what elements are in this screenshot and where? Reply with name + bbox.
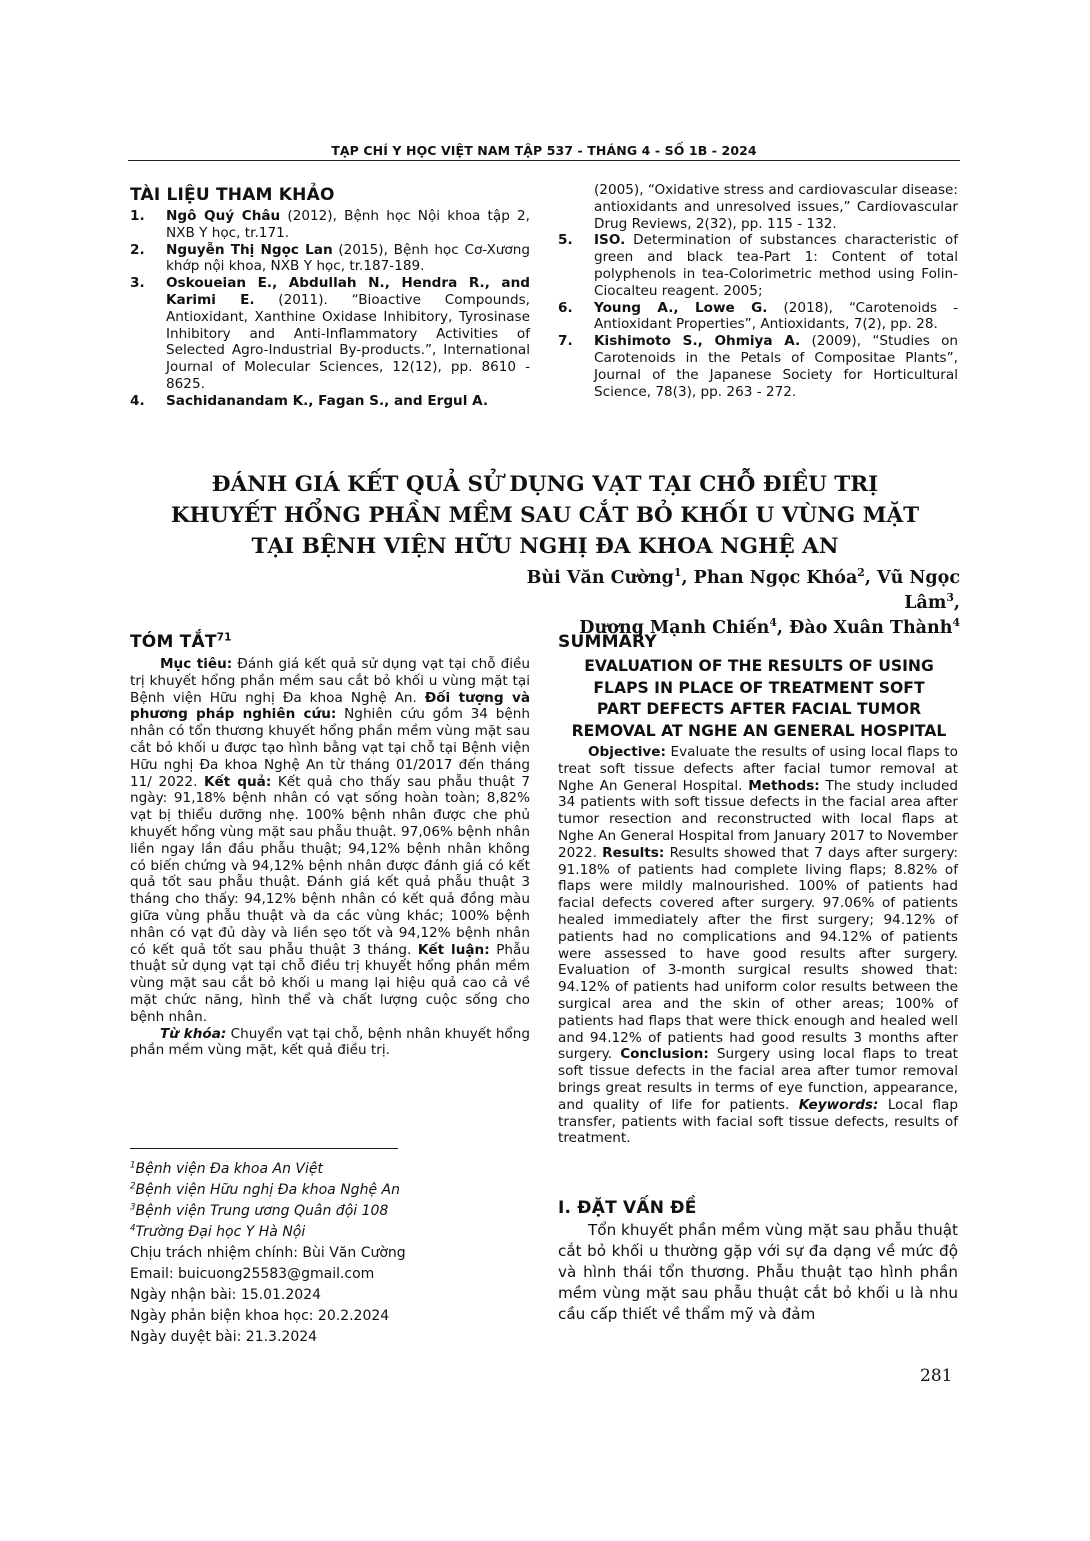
- reference-item: [130, 393, 530, 410]
- intro-paragraph: Tổn khuyết phần mềm vùng mặt sau phẫu thuật cắt bỏ khối u thường gặp với sự đa dạng về mức độ và hình thái tổn thương. Phẫu thuật tạo hình phần mềm vùng mặt sau phẫu thuật cắt bỏ khối u là nhu cầu cấp thiết về thẩm mỹ và đảm: [558, 1221, 958, 1323]
- author-name: Dương Mạnh Chiến: [579, 618, 770, 638]
- author-line: Dương Mạnh Chiến$^4$, Đào Xuân Thành$^4$: [579, 616, 960, 638]
- footnote-mark: 71: [216, 631, 232, 644]
- received-date: Ngày nhận bài: 15.01.2024: [130, 1287, 322, 1303]
- reference-text: (2018), “Carotenoids - Antioxidant Properties”, Antioxidants, 7(2), pp. 28.: [594, 299, 958, 333]
- conclusion-label: Kết luận:: [417, 941, 490, 958]
- reference-number: 2.: [130, 241, 145, 258]
- header-rule: [128, 160, 960, 161]
- reference-authors: Kishimoto S., Ohmiya A.: [594, 333, 801, 350]
- author-list: [470, 566, 960, 641]
- review-date: Ngày phản biện khoa học: 20.2.2024: [130, 1308, 390, 1324]
- intro-text: [558, 1220, 958, 1325]
- reference-authors: ISO.: [594, 232, 626, 249]
- affiliation: $^1$Bệnh viện Đa khoa An Việt: [130, 1160, 323, 1177]
- affiliation: $^4$Trường Đại học Y Hà Nội: [130, 1223, 306, 1240]
- tomtat-abstract: [130, 656, 530, 1059]
- objective-label: Objective:: [588, 744, 666, 760]
- reference-number: 7.: [558, 333, 573, 350]
- tomtat-heading: TÓM TẮT$^{71}$: [130, 631, 232, 652]
- author-name: Phan Ngọc Khóa: [693, 568, 858, 588]
- author-name: Bùi Văn Cường: [526, 568, 674, 588]
- reference-number: 6.: [558, 299, 573, 316]
- reference-text: (2011). “Bioactive Compounds, Antioxidant, Xanthine Oxidase Inhibitory, Tyrosinase Inhibitory and Anti-Inflammatory Activities of Selected Agro-Industrial By-products.”, International Journal of Molecular Sciences, 12(12), pp. 8610 - 8625.: [166, 291, 530, 392]
- article-title-line: KHUYẾT HỔNG PHẦN MỀM SAU CẮT BỎ KHỐI U VÙNG MẶT: [170, 503, 920, 528]
- author-name: Vũ Ngọc Lâm: [877, 568, 960, 613]
- author-affiliation-mark: 4: [952, 616, 960, 630]
- reference-number: 3.: [130, 275, 145, 292]
- summary-title-line: PART DEFECTS AFTER FACIAL TUMOR: [596, 700, 922, 718]
- affiliation: $^2$Bệnh viện Hữu nghị Đa khoa Nghệ An: [130, 1181, 400, 1198]
- reference-authors: Sachidanandam K., Fagan S., and Ergul A.: [166, 392, 489, 409]
- reference-text: Determination of substances characteristic of green and black tea-Part 1: Content of total polyphenols in tea-Colorimetric method using Folin-Ciocalteu reagent. 2005;: [594, 232, 958, 299]
- reference-text: (2009), “Studies on Carotenoids in the Petals of Compositae Plants”, Journal of the Japanese Society for Horticultural Science, 78(3), pp. 263 - 272.: [594, 333, 959, 400]
- reference-number: 1.: [130, 208, 145, 224]
- reference-item: [130, 275, 530, 393]
- article-title-line: TẠI BỆNH VIỆN HỮU NGHỊ ĐA KHOA NGHỆ AN: [251, 534, 839, 559]
- page-number: 281: [920, 1366, 953, 1386]
- reference-item-continued: [558, 182, 958, 232]
- reference-number: 4.: [130, 392, 145, 409]
- conclusion-label: Conclusion:: [620, 1046, 709, 1063]
- results-label: Kết quả:: [203, 773, 272, 790]
- keywords-paragraph: Từ khóa: Chuyển vạt tại chỗ, bệnh nhân khuyết hổng phần mềm vùng mặt, kết quả điều trị.: [130, 1025, 530, 1059]
- references-list-right: [558, 182, 958, 400]
- reference-text: (2005), “Oxidative stress and cardiovascular disease: antioxidants and unresolved issues,” Cardiovascular Drug Reviews, 2(32), pp. 115 - 132.: [594, 182, 958, 232]
- author-email: Email: buicuong25583@gmail.com: [130, 1266, 375, 1282]
- summary-abstract: [558, 744, 958, 1147]
- objective-label: Mục tiêu:: [160, 656, 233, 672]
- abstract-paragraph: Mục tiêu: Đánh giá kết quả sử dụng vạt tại chỗ điều trị khuyết hổng phần mềm sau cắt bỏ khối u vùng mặt tại Bệnh viện Hữu nghị Đa khoa Nghệ An. Đối tượng và phương pháp nghiên cứu: Nghiên cứu gồm 34 bệnh nhân có tổn thương khuyết hổng phần mềm vùng mặt sau cắt bỏ khối u được tạo hình bằng vạt tại chỗ tại Bệnh viện Hữu nghị Đa khoa Nghệ An từ tháng 01/2017 đến tháng 11/ 2022. Kết quả: Kết quả cho thấy sau phẫu thuật 7 ngày: 91,18% bệnh nhân có vạt sống hoàn toàn; 8,82% vạt bị thiểu dưỡng nhẹ. 100% bệnh nhân được che phủ khuyết hổng vùng mặt sau phẫu thuật. 97,06% bệnh nhân liền ngay lần đầu phẫu thuật; 94,12% bệnh nhân không có biến chứng và 94,12% bệnh nhân được đánh giá có kết quả tốt sau phẫu thuật. Đánh giá kết quả phẫu thuật 3 tháng cho thấy: 94,12% bệnh nhân có kết quả đồng màu giữa vùng phẫu thuật và da các vùng khác; 100% bệnh nhân có vạt đủ dày và liền sẹo tốt và 94,12% bệnh nhân có kết quả tốt sau phẫu thuật 3 tháng. Kết luận: Phẫu thuật sử dụng vạt tại chỗ điều trị khuyết hổng phần mềm vùng mặt sau cắt bỏ khối u mang lại hiệu quả cao cả về mặt chức năng, hình thể và chất lượng cuộc sống cho bệnh nhân.: [130, 656, 530, 1025]
- reference-authors: Nguyễn Thị Ngọc Lan: [166, 241, 333, 258]
- reference-item: [130, 208, 530, 242]
- reference-item: [558, 333, 958, 400]
- affiliation: $^3$Bệnh viện Trung ương Quân đội 108: [130, 1202, 389, 1219]
- author-affiliation-mark: 3: [946, 591, 954, 605]
- abstract-paragraph: Objective: Evaluate the results of using local flaps to treat soft tissue defects after facial tumor removal at Nghe An General Hospital. Methods: The study included 34 patients with soft tissue defects in the facial area after tumor resection and reconstructed with local flaps at Nghe An General Hospital from January 2017 to November 2022. Results: Results showed that 7 days after surgery: 91.18% of patients had complete living flaps; 8.82% of flaps were mildly malnourished. 100% of patients had facial defects covered after surgery. 97.06% of patients healed immediately after the first surgery; 94.12% of patients had no complications and 94.12% of patients were assessed to have good results after surgery. Evaluation of 3-month surgical results showed that: 94.12% of patients had uniform color results between the surgical area and the skin of other areas; 100% of patients had flaps that were thick enough and healed well and 94.12% of patients had good results 3 months after surgery. Conclusion: Surgery using local flaps to treat soft tissue defects in the facial area after tumor removal brings great results in terms of eye function, appearance, and quality of life for patients. Keywords: Local flap transfer, patients with facial soft tissue defects, results of treatment.: [558, 744, 958, 1147]
- summary-title-line: FLAPS IN PLACE OF TREATMENT SOFT: [593, 678, 925, 697]
- running-header: TẠP CHÍ Y HỌC VIỆT NAM TẬP 537 - THÁNG 4 - SỐ 1B - 2024: [331, 143, 757, 158]
- summary-title-line: REMOVAL AT NGHE AN GENERAL HOSPITAL: [571, 721, 947, 740]
- references-list-left: [130, 208, 530, 410]
- reference-authors: Oskoueian E., Abdullah N., Hendra R., and Karimi E.: [166, 275, 530, 308]
- author-line: Bùi Văn Cường$^1$, Phan Ngọc Khóa$^2$, Vũ Ngọc Lâm$^3$,: [526, 566, 960, 613]
- summary-heading: SUMMARY: [558, 632, 657, 652]
- footnote-rule: [130, 1148, 398, 1149]
- summary-title-line: EVALUATION OF THE RESULTS OF USING: [584, 657, 934, 675]
- reference-item: [558, 232, 958, 299]
- author-affiliation-mark: 1: [673, 566, 682, 580]
- author-affiliation-mark: 2: [857, 566, 865, 580]
- author-name: Đào Xuân Thành: [789, 618, 953, 638]
- reference-authors: Young A., Lowe G.: [594, 299, 768, 316]
- intro-heading: I. ĐẶT VẤN ĐỀ: [558, 1198, 697, 1218]
- reference-authors: Ngô Quý Châu: [166, 208, 281, 224]
- reference-item: [130, 242, 530, 276]
- reference-number: 5.: [558, 232, 573, 249]
- references-heading: TÀI LIỆU THAM KHẢO: [130, 185, 335, 205]
- reference-text: (2015), Bệnh học Cơ-Xương khớp nội khoa, NXB Y học, tr.187-189.: [166, 241, 530, 275]
- reference-item: [558, 300, 958, 334]
- corresponding-author: Chịu trách nhiệm chính: Bùi Văn Cường: [130, 1245, 406, 1261]
- article-title-line: ĐÁNH GIÁ KẾT QUẢ SỬ DỤNG VẠT TẠI CHỖ ĐIỀU TRỊ: [211, 472, 879, 497]
- author-affiliation-mark: 4: [769, 616, 777, 630]
- keywords-label: Keywords:: [798, 1096, 879, 1113]
- footnotes: [130, 1159, 530, 1348]
- reference-text: (2012), Bệnh học Nội khoa tập 2, NXB Y học, tr.171.: [166, 208, 530, 241]
- accepted-date: Ngày duyệt bài: 21.3.2024: [130, 1329, 318, 1345]
- summary-title: [558, 656, 960, 742]
- article-title: [150, 469, 940, 562]
- methods-label: Methods:: [748, 777, 820, 794]
- methods-label: Đối tượng và phương pháp nghiên cứu:: [130, 689, 530, 723]
- keywords-label: Từ khóa:: [160, 1025, 227, 1042]
- results-label: Results:: [602, 844, 665, 861]
